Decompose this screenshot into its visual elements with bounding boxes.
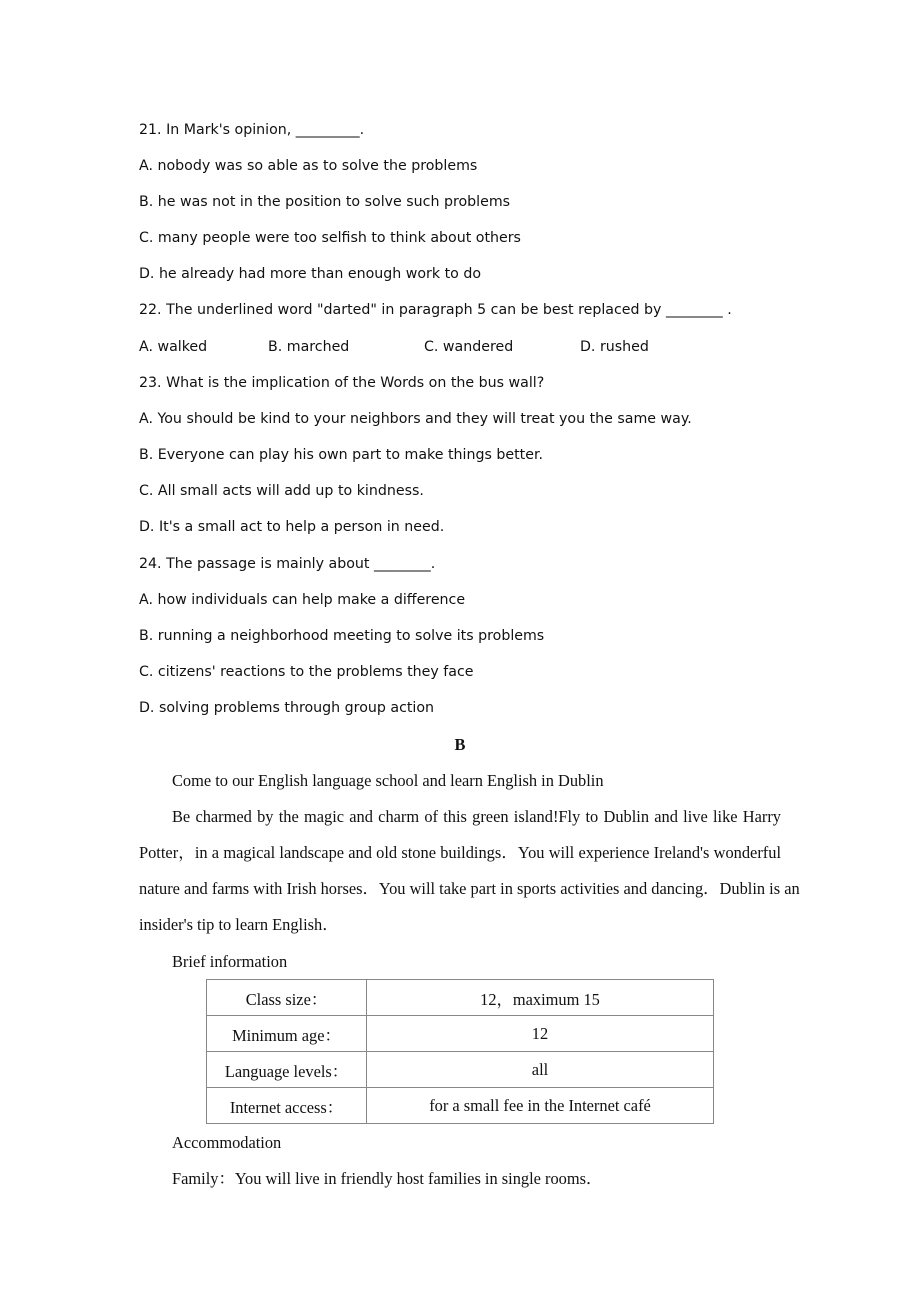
- question-22-option-d: D. rushed: [580, 339, 649, 355]
- table-value-language-levels: all: [367, 1052, 714, 1088]
- table-key-class-size: Class size：: [207, 980, 367, 1016]
- question-24-option-a: A. how individuals can help make a difference: [139, 592, 466, 608]
- question-22-stem: 22. The underlined word "darted" in paragraph 5 can be best replaced by ________ .: [139, 302, 732, 318]
- passage-paragraph-line-3: nature and farms with Irish horses．You will take part in sports activities and dancing．Dublin is an: [139, 879, 800, 898]
- question-21-option-b: B. he was not in the position to solve such problems: [139, 194, 511, 210]
- question-21-option-c: C. many people were too selfish to think about others: [139, 230, 521, 246]
- question-24-option-b: B. running a neighborhood meeting to solve its problems: [139, 628, 545, 644]
- passage-paragraph-line-4: insider's tip to learn English．: [139, 915, 339, 934]
- table-key-internet-access: Internet access：: [207, 1088, 367, 1124]
- question-22-option-c: C. wandered: [424, 339, 514, 355]
- table-value-minimum-age: 12: [367, 1016, 714, 1052]
- question-24-stem: 24. The passage is mainly about ________.: [139, 556, 436, 572]
- question-23-option-a: A. You should be kind to your neighbors and they will treat you the same way.: [139, 411, 692, 427]
- question-22-option-a: A. walked: [139, 339, 208, 355]
- section-b-heading: B: [454, 735, 466, 754]
- question-21-option-d: D. he already had more than enough work to do: [139, 266, 482, 282]
- question-22-option-b: B. marched: [268, 339, 350, 355]
- question-23-stem: 23. What is the implication of the Words on the bus wall?: [139, 375, 545, 391]
- table-row: [207, 1088, 714, 1124]
- table-row: [207, 1052, 714, 1088]
- passage-title: Come to our English language school and learn English in Dublin: [172, 771, 604, 790]
- question-21-option-a: A. nobody was so able as to solve the problems: [139, 158, 478, 174]
- passage-paragraph-line-2: Potter，in a magical landscape and old stone buildings．You will experience Ireland's wonderful: [139, 843, 781, 862]
- brief-information-label: Brief information: [172, 952, 288, 971]
- table-row: [207, 980, 714, 1016]
- question-23-option-b: B. Everyone can play his own part to make things better.: [139, 447, 543, 463]
- question-23-option-d: D. It's a small act to help a person in need.: [139, 519, 445, 535]
- table-key-language-levels: Language levels：: [207, 1052, 367, 1088]
- question-24-option-c: C. citizens' reactions to the problems they face: [139, 664, 474, 680]
- accommodation-label: Accommodation: [172, 1133, 282, 1152]
- table-key-minimum-age: Minimum age：: [207, 1016, 367, 1052]
- table-row: [207, 1016, 714, 1052]
- table-value-internet-access: for a small fee in the Internet café: [367, 1088, 714, 1124]
- brief-information-table: [206, 979, 714, 1124]
- passage-paragraph-line-1: Be charmed by the magic and charm of this green island!Fly to Dublin and live like Harry: [172, 807, 781, 826]
- question-21-stem: 21. In Mark's opinion, _________.: [139, 122, 365, 138]
- table-value-class-size: 12，maximum 15: [367, 980, 714, 1016]
- question-24-option-d: D. solving problems through group action: [139, 700, 435, 716]
- question-23-option-c: C. All small acts will add up to kindness.: [139, 483, 424, 499]
- family-accommodation-line: Family：You will live in friendly host families in single rooms．: [172, 1169, 603, 1188]
